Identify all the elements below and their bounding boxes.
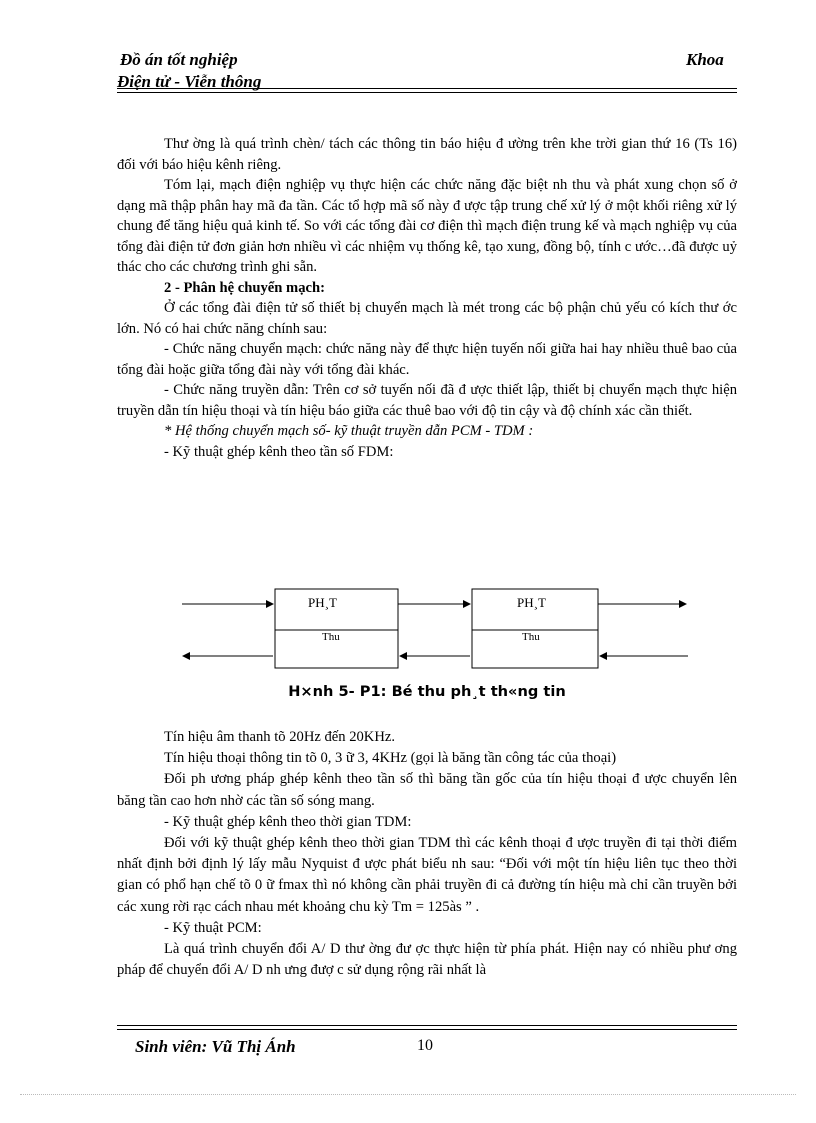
box2-top-label: PH¸T [517, 595, 546, 610]
box2-bottom-label: Thu [522, 631, 540, 643]
transceiver-diagram [180, 585, 700, 675]
header-rule-top [117, 88, 737, 89]
box1-bottom-label: Thu [322, 631, 340, 643]
page-edge-divider [20, 1094, 796, 1095]
paragraph: - Kỹ thuật ghép kênh theo thời gian TDM: [164, 813, 412, 830]
paragraph: Ở các tổng đài điện tử số thiết bị chuyển mạch là mét trong các bộ phận chủ yếu có kích thư ớc lớn. Nó có hai chức năng chính sau: [117, 300, 737, 337]
figure-caption: H×nh 5- P1: Bé thu ph¸t th«ng tin [288, 683, 566, 700]
box1-top-label: PH¸T [308, 595, 337, 610]
italic-heading: * Hệ thống chuyển mạch số- kỹ thuật truyền dẫn PCM - TDM : [164, 423, 534, 439]
header-title-line1: Đồ án tốt nghiệp [120, 50, 238, 69]
footer-student-name: Sinh viên: Vũ Thị Ánh [135, 1037, 296, 1056]
paragraph: Là quá trình chuyển đổi A/ D thư ờng đư ợc thực hiện từ phía phát. Hiện nay có nhiều phư ơng pháp để chuyển đổi A/ D nh ưng đượ c sử dụng rộng rãi nhất là [117, 941, 737, 979]
paragraph: Đối ph ương pháp ghép kênh theo tần số thì băng tần gốc của tín hiệu thoại đ ược chuyển lên băng tần cao hơn nhờ các tần số sóng mang. [117, 771, 737, 809]
footer-rule-top [117, 1025, 737, 1026]
header-department: Khoa [686, 50, 724, 69]
paragraph: - Kỹ thuật PCM: [164, 919, 262, 936]
header-rule-bottom [117, 92, 737, 93]
paragraph: - Chức năng truyền dẫn: Trên cơ sở tuyến nối đã đ ược thiết lập, thiết bị chuyển mạch thực hiện truyền dẫn tín hiệu thoại và tín hiệu báo giữa các thuê bao với độ tin cậy và độ chính xác cần thiết. [117, 382, 737, 419]
paragraph: Thư ờng là quá trình chèn/ tách các thông tin báo hiệu đ ường trên khe trời gian thứ 16 (Ts 16) đối với báo hiệu kênh riêng. [117, 136, 737, 173]
header-title-line2: Điện tử - Viễn thông [117, 72, 262, 91]
paragraph: Tín hiệu âm thanh tõ 20Hz đến 20KHz. [164, 729, 396, 745]
paragraph: Đối với kỹ thuật ghép kênh theo thời gian TDM thì các kênh thoại đ ược truyền đi tại thời điểm nhất định bởi định lý lấy mẫu Nyquist đ ược phát biểu nh sau: “Đối với một tín hiệu liên tục theo thời gian có phổ hạn chế tõ 0 ữ fmax thì nó không cần phải truyền đi cả đường tín hiệu mà chỉ cần truyền bởi các xung rời rạc cách nhau mét khoảng chu kỳ Tm = 125às ” . [117, 835, 737, 915]
paragraph: Tóm lại, mạch điện nghiệp vụ thực hiện các chức năng đặc biệt nh thu và phát xung chọn số ở dạng mã thập phân hay mã đa tần. Các tổ hợp mã số này đ ược tập trung chế xử lý ở một khối riêng xử lý chung để tăng hiệu quả kinh tế. So với các tổng đài cơ điện thì mạch điện trung kế và mạch nghiệp vụ của tổng đài điện tử đơn giản hơn nhiều vì các nhiệm vụ thống kê, tạo xung, đồng bộ, tính c ước…đã được uỷ thác cho các chương trình ghi sẵn. [117, 177, 737, 275]
paragraph: - Chức năng chuyển mạch: chức năng này để thực hiện tuyến nối giữa hai hay nhiều thuê bao của tổng đài hoặc giữa tổng đài này với tổng đài khác. [117, 341, 737, 378]
paragraph: Tín hiệu thoại thông tin tõ 0, 3 ữ 3, 4KHz (gọi là băng tần công tác của thoại) [164, 750, 617, 767]
footer-rule-bottom [117, 1029, 737, 1030]
paragraph: - Kỹ thuật ghép kênh theo tần số FDM: [164, 443, 394, 460]
section-heading: 2 - Phân hệ chuyển mạch: [164, 279, 325, 296]
document-body-bottom [117, 727, 737, 981]
document-body-top [117, 134, 737, 462]
page-number: 10 [417, 1037, 433, 1054]
